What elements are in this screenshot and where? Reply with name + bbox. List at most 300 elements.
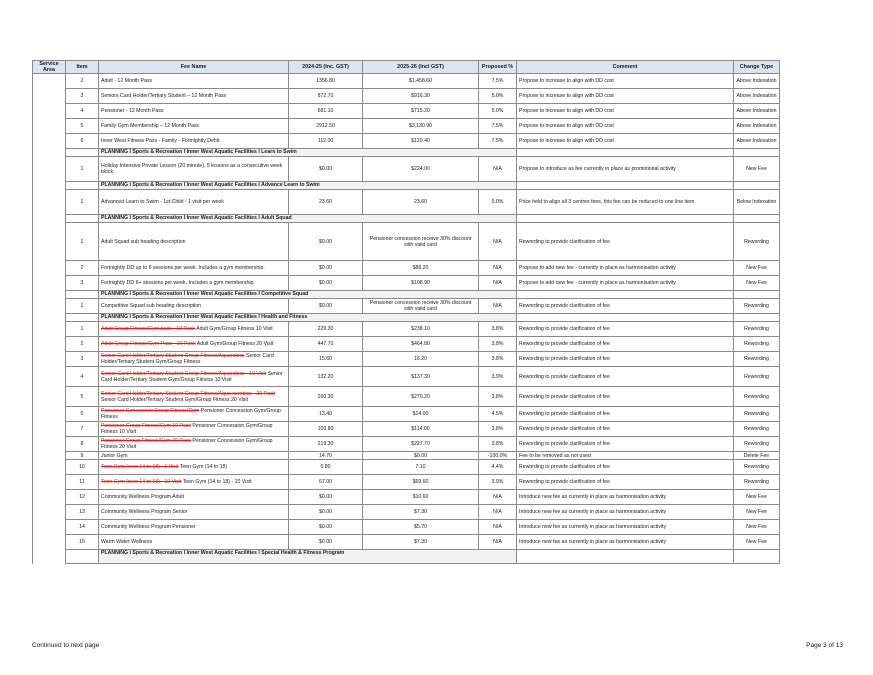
service-area-cell: [33, 314, 66, 322]
fee-2024-25-cell: $0.00: [289, 223, 363, 261]
item-cell: 12: [66, 490, 99, 505]
fee-name-text: Pensioner Concession Gym/Group Fitness 20 Visit: [101, 438, 273, 451]
comment-cell: Propose to introduce as fee currently in place as promotional activity: [517, 157, 734, 182]
fee-2025-26-cell: $7.30: [363, 505, 479, 520]
struck-fee-name: Pensioner Group Fitness/Gym 20 Pack: [101, 438, 191, 445]
service-area-cell: [33, 535, 66, 550]
comment-cell: Rewording to provide clarification of fee: [517, 223, 734, 261]
fee-2025-26-cell: $238.10: [363, 322, 479, 337]
proposed-pct-cell: 7.5%: [479, 134, 517, 149]
proposed-pct-cell: 5.0%: [479, 89, 517, 104]
proposed-pct-cell: 3.9%: [479, 367, 517, 387]
change-type-cell: New Fee: [734, 276, 780, 291]
service-area-cell: [33, 367, 66, 387]
fee-name-text: Holiday Intensive Private Lesson (20 minute), 5 lessons as a consecutive week block: [101, 163, 283, 176]
fee-2024-25-cell: 109.80: [289, 422, 363, 437]
table-row: [33, 367, 780, 387]
fee-name-text: Senior Card Holder/Tertiary Student Gym/Group Fitness 10 Visit: [101, 370, 283, 383]
section-filler-cell: [517, 314, 734, 322]
item-cell: 15: [66, 535, 99, 550]
change-type-cell: Rewording: [734, 223, 780, 261]
section-item-cell: [66, 550, 99, 564]
change-type-cell: New Fee: [734, 505, 780, 520]
service-area-cell: [33, 520, 66, 535]
change-type-cell: Above Indexation: [734, 89, 780, 104]
header-item: Item: [66, 61, 99, 74]
fee-name-cell: [99, 422, 289, 437]
item-cell: 8: [66, 437, 99, 452]
proposed-pct-cell: 4.5%: [479, 407, 517, 422]
fee-name-text: Adult Gym/Group Fitness 20 Visit: [195, 341, 274, 348]
table-row: [33, 322, 780, 337]
section-filler-cell: [734, 291, 780, 299]
struck-fee-name: Pensioner Concession Group Fitness/Gym: [101, 408, 200, 415]
fee-2025-26-cell: $464.80: [363, 337, 479, 352]
section-title: PLANNING I Sports & Recreation I Inner West Aquatic Facilities I Special Health & Fitness Program: [99, 550, 517, 564]
comment-cell: Propose to increase to align with DD cost: [517, 74, 734, 89]
change-type-cell: Rewording: [734, 460, 780, 475]
fee-name-cell: [99, 276, 289, 291]
comment-cell: Rewording to provide clarification of fee: [517, 407, 734, 422]
comment-cell: Price held to align all 3 centres fees, this fee can be reduced to one line item: [517, 190, 734, 215]
proposed-pct-cell: 3.8%: [479, 422, 517, 437]
section-title: PLANNING I Sports & Recreation I Inner West Aquatic Facilities I Health and Fitness: [99, 314, 517, 322]
change-type-cell: Rewording: [734, 367, 780, 387]
section-title: PLANNING I Sports & Recreation I Inner West Aquatic Facilities I Competitive Squad: [99, 291, 517, 299]
service-area-cell: [33, 550, 66, 564]
fee-name-text: Pensioner - 12 Month Pass: [101, 108, 164, 115]
proposed-pct-cell: N/A: [479, 505, 517, 520]
item-cell: 1: [66, 299, 99, 314]
change-type-cell: New Fee: [734, 490, 780, 505]
fee-2024-25-cell: $0.00: [289, 276, 363, 291]
fee-2024-25-cell: $0.00: [289, 505, 363, 520]
header-proposed: Proposed %: [479, 61, 517, 74]
fee-name-cell: [99, 475, 289, 490]
item-cell: 3: [66, 352, 99, 367]
fee-2025-26-cell: Pensioner concession receive 30% discount with valid card: [363, 299, 479, 314]
fee-name-cell: [99, 452, 289, 460]
section-item-cell: [66, 314, 99, 322]
service-area-cell: [33, 104, 66, 119]
table-row: [33, 407, 780, 422]
comment-cell: Rewording to provide clarification of fee: [517, 422, 734, 437]
item-cell: 3: [66, 89, 99, 104]
table-row: [33, 422, 780, 437]
item-cell: 1: [66, 157, 99, 182]
fee-name-cell: [99, 535, 289, 550]
change-type-cell: Rewording: [734, 299, 780, 314]
item-cell: 11: [66, 475, 99, 490]
item-cell: 4: [66, 104, 99, 119]
fee-name-text: Fortnightly DD 6+ sessions per week. Includes a gym membership.: [101, 280, 255, 287]
header-2024-25: 2024-25 (Inc. GST): [289, 61, 363, 74]
fee-2024-25-cell: $0.00: [289, 299, 363, 314]
struck-fee-name: Adult Group Fitness/Gym Pass - 20 Pack: [101, 341, 196, 348]
service-area-cell: [33, 190, 66, 215]
fee-2025-26-cell: $114.00: [363, 422, 479, 437]
item-cell: 3: [66, 276, 99, 291]
section-filler-cell: [517, 149, 734, 157]
fee-name-text: Seniors Card Holder/Tertiary Student – 12 Month Pass: [101, 93, 227, 100]
header-service-area: Service Area: [33, 61, 66, 74]
struck-fee-name: Teen Gym (over 14 to 18) - 1 Visit: [101, 464, 179, 471]
fee-name-text: Inner West Fitness Pass - Family - Fortnightly Debit: [101, 138, 220, 145]
fee-name-cell: [99, 223, 289, 261]
fee-name-text: Senior Card Holder/Tertiary Student Gym/Group Fitness 20 Visit: [101, 396, 248, 403]
header-2025-26: 2025-26 (Incl GST): [363, 61, 479, 74]
service-area-cell: [33, 291, 66, 299]
fee-name-text: Senior Card Holder/Tertiary Student Gym/Group Fitness: [101, 353, 274, 366]
service-area-cell: [33, 299, 66, 314]
comment-cell: Propose to increase to align with DD cost: [517, 119, 734, 134]
table-row: [33, 475, 780, 490]
proposed-pct-cell: 3.8%: [479, 352, 517, 367]
section-row: [33, 314, 780, 322]
change-type-cell: New Fee: [734, 535, 780, 550]
fee-2024-25-cell: $0.00: [289, 490, 363, 505]
service-area-cell: [33, 261, 66, 276]
service-area-cell: [33, 452, 66, 460]
continued-note: Continued to next page: [32, 642, 100, 649]
table-row: [33, 74, 780, 89]
section-title: PLANNING I Sports & Recreation I Inner West Aquatic Facilities I Learn to Swim: [99, 149, 517, 157]
proposed-pct-cell: 3.8%: [479, 437, 517, 452]
change-type-cell: Above Indexation: [734, 74, 780, 89]
change-type-cell: Below Indexation: [734, 190, 780, 215]
item-cell: 7: [66, 422, 99, 437]
section-filler-cell: [517, 182, 734, 190]
item-cell: 1: [66, 322, 99, 337]
service-area-cell: [33, 505, 66, 520]
fee-name-text: Pensioner Concession Gym/Group Fitness 10 Visit: [101, 423, 273, 436]
fee-2025-26-cell: $120.40: [363, 134, 479, 149]
fee-name-cell: [99, 490, 289, 505]
fee-2025-26-cell: $14.00: [363, 407, 479, 422]
fee-2025-26-cell: $5.70: [363, 520, 479, 535]
item-cell: 14: [66, 520, 99, 535]
fee-2024-25-cell: 6.80: [289, 460, 363, 475]
fee-2024-25-cell: 15.60: [289, 352, 363, 367]
section-title: PLANNING I Sports & Recreation I Inner West Aquatic Facilities I Advance Learn to Swim: [99, 182, 517, 190]
fee-name-text: Competitive Squad sub heading description: [101, 303, 202, 310]
fee-name-cell: [99, 520, 289, 535]
table-row: [33, 104, 780, 119]
proposed-pct-cell: N/A: [479, 223, 517, 261]
item-cell: 2: [66, 261, 99, 276]
struck-fee-name: Pensioner Group Fitness/Gym 10 Pack: [101, 423, 191, 430]
proposed-pct-cell: -100.0%: [479, 452, 517, 460]
proposed-pct-cell: N/A: [479, 535, 517, 550]
fee-2024-25-cell: 14.70: [289, 452, 363, 460]
proposed-pct-cell: N/A: [479, 299, 517, 314]
fee-2024-25-cell: 132.20: [289, 367, 363, 387]
fee-2024-25-cell: 219.30: [289, 437, 363, 452]
fee-2025-26-cell: $715.20: [363, 104, 479, 119]
fee-name-cell: [99, 337, 289, 352]
section-row: [33, 149, 780, 157]
change-type-cell: Rewording: [734, 337, 780, 352]
table-row: [33, 452, 780, 460]
fee-name-cell: [99, 299, 289, 314]
fee-2024-25-cell: $0.00: [289, 520, 363, 535]
fee-name-cell: [99, 261, 289, 276]
item-cell: 1: [66, 190, 99, 215]
table-row: [33, 223, 780, 261]
item-cell: 10: [66, 460, 99, 475]
table-row: [33, 337, 780, 352]
fee-name-text: Family Gym Membership – 12 Month Pass: [101, 123, 200, 130]
page-number: Page 3 of 13: [806, 642, 843, 649]
comment-cell: Rewording to provide clarification of fee: [517, 352, 734, 367]
change-type-cell: Rewording: [734, 422, 780, 437]
change-type-cell: Rewording: [734, 387, 780, 407]
item-cell: 9: [66, 452, 99, 460]
proposed-pct-cell: 0.0%: [479, 190, 517, 215]
change-type-cell: New Fee: [734, 157, 780, 182]
item-cell: 2: [66, 337, 99, 352]
service-area-cell: [33, 182, 66, 190]
fee-2024-25-cell: 67.00: [289, 475, 363, 490]
fee-2025-26-cell: $10.60: [363, 490, 479, 505]
section-filler-cell: [517, 215, 734, 223]
fee-name-cell: [99, 89, 289, 104]
fee-2024-25-cell: 23.60: [289, 190, 363, 215]
table-row: [33, 89, 780, 104]
fee-2024-25-cell: 681.10: [289, 104, 363, 119]
fee-name-cell: [99, 387, 289, 407]
comment-cell: Propose to add new fee - currently in place as harmonisation activity: [517, 276, 734, 291]
comment-cell: Introduce new fee as currently in place as harmonisation activity: [517, 535, 734, 550]
service-area-cell: [33, 490, 66, 505]
change-type-cell: Delete Fee: [734, 452, 780, 460]
service-area-cell: [33, 157, 66, 182]
fee-name-cell: [99, 157, 289, 182]
change-type-cell: New Fee: [734, 261, 780, 276]
fee-name-cell: [99, 74, 289, 89]
proposed-pct-cell: N/A: [479, 490, 517, 505]
comment-cell: Rewording to provide clarification of fee: [517, 299, 734, 314]
section-item-cell: [66, 215, 99, 223]
fee-name-text: Teen Gym (14 to 18): [178, 464, 228, 471]
table-row: [33, 490, 780, 505]
fee-2025-26-cell: $916.30: [363, 89, 479, 104]
fee-name-text: Teen Gym (14 to 18) - 10 Visit: [181, 479, 252, 486]
fee-name-text: Pensioner Concession Gym/Group Fitness: [101, 408, 281, 421]
fee-name-cell: [99, 119, 289, 134]
fee-name-text: Fortnightly DD up to 6 sessions per week. Includes a gym membership.: [101, 265, 265, 272]
comment-cell: Introduce new fee as currently in place as harmonisation activity: [517, 490, 734, 505]
fee-2025-26-cell: $88.20: [363, 261, 479, 276]
fee-2025-26-cell: 7.10: [363, 460, 479, 475]
fee-2025-26-cell: Pensioner concession receive 30% discount with valid card: [363, 223, 479, 261]
table-row: [33, 387, 780, 407]
fee-2025-26-cell: $0.00: [363, 452, 479, 460]
fee-table-body: [33, 74, 780, 564]
table-row: [33, 276, 780, 291]
fee-name-text: Adult Squad sub heading description: [101, 238, 186, 245]
fee-2025-26-cell: $224.00: [363, 157, 479, 182]
change-type-cell: Above Indexation: [734, 104, 780, 119]
service-area-cell: [33, 119, 66, 134]
fee-2024-25-cell: 229.30: [289, 322, 363, 337]
comment-cell: Rewording to provide clarification of fee: [517, 460, 734, 475]
fee-2024-25-cell: $0.00: [289, 261, 363, 276]
comment-cell: Rewording to provide clarification of fee: [517, 367, 734, 387]
service-area-cell: [33, 149, 66, 157]
comment-cell: Propose to increase to align with DD cost: [517, 104, 734, 119]
fee-name-cell: [99, 367, 289, 387]
fee-name-text: Adult Gym/Group Fitness 10 Visit: [195, 326, 273, 333]
service-area-cell: [33, 475, 66, 490]
fee-2024-25-cell: 260.30: [289, 387, 363, 407]
fee-2025-26-cell: $227.70: [363, 437, 479, 452]
service-area-cell: [33, 407, 66, 422]
table-row: [33, 460, 780, 475]
table-row: [33, 134, 780, 149]
fee-name-cell: [99, 407, 289, 422]
fee-name-cell: [99, 104, 289, 119]
fee-2024-25-cell: 872.70: [289, 89, 363, 104]
comment-cell: Introduce new fee as currently in place as harmonisation activity: [517, 505, 734, 520]
service-area-cell: [33, 134, 66, 149]
comment-cell: Rewording to provide clarification of fee: [517, 437, 734, 452]
struck-fee-name: Senior Card Holder/Tertiary Student Group Fitness/Aquarobics: [101, 353, 245, 360]
struck-fee-name: Teen Gym (over 14 to 18) - 10 Visit: [101, 479, 182, 486]
section-title: PLANNING I Sports & Recreation I Inner West Aquatic Facilities I Adult Squad: [99, 215, 517, 223]
fee-name-cell: [99, 352, 289, 367]
fee-2025-26-cell: $1,458.60: [363, 74, 479, 89]
service-area-cell: [33, 387, 66, 407]
fee-2024-25-cell: $0.00: [289, 535, 363, 550]
fee-2025-26-cell: $7.30: [363, 535, 479, 550]
fee-2024-25-cell: $0.00: [289, 157, 363, 182]
change-type-cell: Rewording: [734, 437, 780, 452]
section-filler-cell: [734, 182, 780, 190]
item-cell: 4: [66, 367, 99, 387]
fee-2025-26-cell: $3,130.90: [363, 119, 479, 134]
comment-cell: Propose to increase to align with DD cost: [517, 134, 734, 149]
comment-cell: Rewording to provide clarification of fee: [517, 337, 734, 352]
item-cell: 13: [66, 505, 99, 520]
proposed-pct-cell: 3.8%: [479, 322, 517, 337]
section-filler-cell: [517, 550, 734, 564]
comment-cell: Rewording to provide clarification of fee: [517, 322, 734, 337]
fee-name-cell: [99, 190, 289, 215]
header-row: [33, 61, 780, 74]
fee-2025-26-cell: $137.30: [363, 367, 479, 387]
service-area-cell: [33, 223, 66, 261]
fee-2025-26-cell: 16.20: [363, 352, 479, 367]
section-row: [33, 182, 780, 190]
section-filler-cell: [734, 149, 780, 157]
table-row: [33, 520, 780, 535]
item-cell: 6: [66, 407, 99, 422]
proposed-pct-cell: 7.5%: [479, 74, 517, 89]
fee-name-text: Community Wellness Program Senior: [101, 509, 188, 516]
item-cell: 5: [66, 119, 99, 134]
fee-name-cell: [99, 322, 289, 337]
fee-2025-26-cell: 23.60: [363, 190, 479, 215]
section-item-cell: [66, 291, 99, 299]
comment-cell: Rewording to provide clarification of fee: [517, 475, 734, 490]
table-row: [33, 119, 780, 134]
proposed-pct-cell: N/A: [479, 520, 517, 535]
item-cell: 5: [66, 387, 99, 407]
service-area-cell: [33, 352, 66, 367]
service-area-cell: [33, 422, 66, 437]
proposed-pct-cell: 3.8%: [479, 337, 517, 352]
change-type-cell: New Fee: [734, 520, 780, 535]
struck-fee-name: Senior Card Holder/Tertiary Student Group Fitness/Aquarobics - 10 Visit: [101, 370, 267, 377]
fee-name-text: Junior Gym: [101, 452, 128, 459]
service-area-cell: [33, 322, 66, 337]
fee-name-text: Advanced Learn to Swim - 1st Child - 1 visit per week: [101, 199, 224, 206]
table-row: [33, 190, 780, 215]
table-row: [33, 352, 780, 367]
change-type-cell: Rewording: [734, 475, 780, 490]
fee-2024-25-cell: 447.70: [289, 337, 363, 352]
service-area-cell: [33, 460, 66, 475]
comment-cell: Fee to be removed as not used: [517, 452, 734, 460]
item-cell: 2: [66, 74, 99, 89]
section-item-cell: [66, 182, 99, 190]
header-fee-name: Fee Name: [99, 61, 289, 74]
section-filler-cell: [734, 215, 780, 223]
fee-2025-26-cell: $270.20: [363, 387, 479, 407]
section-item-cell: [66, 149, 99, 157]
fee-name-cell: [99, 505, 289, 520]
item-cell: 6: [66, 134, 99, 149]
section-row: [33, 550, 780, 564]
proposed-pct-cell: N/A: [479, 261, 517, 276]
service-area-cell: [33, 215, 66, 223]
comment-cell: Propose to increase to align with DD cost: [517, 89, 734, 104]
fee-table: [32, 60, 780, 564]
table-row: [33, 437, 780, 452]
comment-cell: Introduce new fee as currently in place as harmonisation activity: [517, 520, 734, 535]
proposed-pct-cell: 7.5%: [479, 119, 517, 134]
header-comment: Comment: [517, 61, 734, 74]
section-filler-cell: [517, 291, 734, 299]
proposed-pct-cell: 5.0%: [479, 104, 517, 119]
fee-2025-26-cell: $108.90: [363, 276, 479, 291]
table-row: [33, 505, 780, 520]
proposed-pct-cell: N/A: [479, 276, 517, 291]
comment-cell: Propose to add new fee - currently in place as harmonisation activity: [517, 261, 734, 276]
fee-name-text: Community Wellness Program Pensioner: [101, 524, 196, 531]
fee-2024-25-cell: 1356.80: [289, 74, 363, 89]
service-area-cell: [33, 74, 66, 89]
fee-name-cell: [99, 460, 289, 475]
change-type-cell: Rewording: [734, 407, 780, 422]
fee-2024-25-cell: 13.40: [289, 407, 363, 422]
change-type-cell: Above Indexation: [734, 134, 780, 149]
table-row: [33, 535, 780, 550]
section-row: [33, 291, 780, 299]
change-type-cell: Rewording: [734, 352, 780, 367]
section-row: [33, 215, 780, 223]
fee-2025-26-cell: $69.60: [363, 475, 479, 490]
proposed-pct-cell: 4.4%: [479, 460, 517, 475]
fee-name-text: Warm Water Wellness: [101, 539, 153, 546]
fee-name-cell: [99, 134, 289, 149]
comment-cell: Rewording to provide clarification of fee: [517, 387, 734, 407]
fee-2024-25-cell: 112.00: [289, 134, 363, 149]
table-row: [33, 157, 780, 182]
proposed-pct-cell: N/A: [479, 157, 517, 182]
item-cell: 1: [66, 223, 99, 261]
